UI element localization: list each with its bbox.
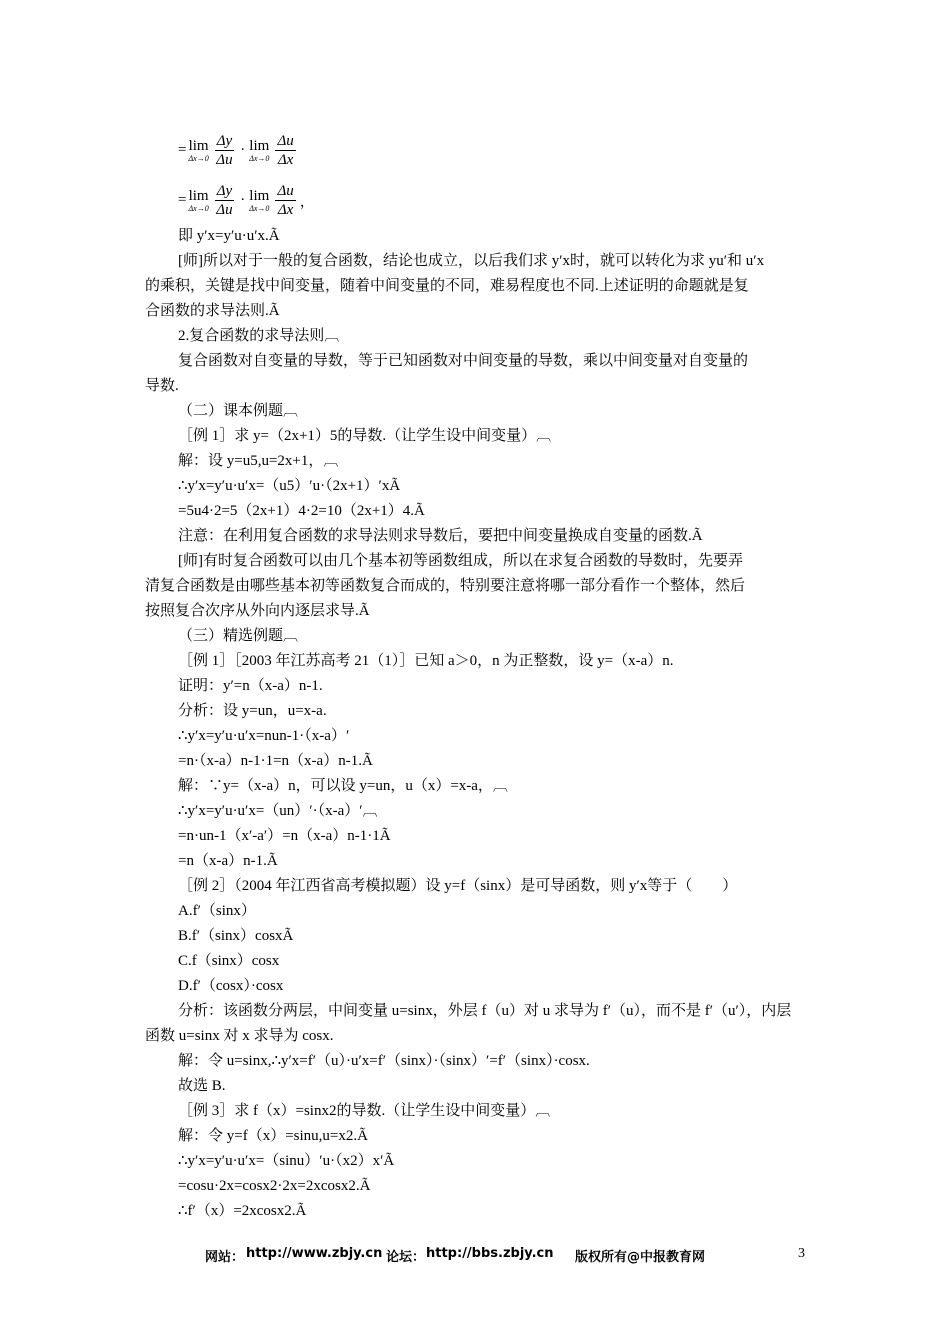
footer-forum-link[interactable]: http://bbs.zbjy.cn (426, 1246, 554, 1261)
limit-symbol: lim Δx→0 (188, 137, 209, 163)
footer-copyright: 版权所有@中报教育网 (575, 1250, 706, 1265)
math-line: =cosu·2x=cosx2·2x=2xcosx2.Ã (178, 1178, 371, 1194)
dot-operator: · (240, 191, 246, 208)
footer-site-link[interactable]: http://www.zbjy.cn (246, 1246, 383, 1261)
fraction: $\frac{\Delta y}{\Delta u}$ (216, 182, 233, 218)
math-line: =5u4·2=5（2x+1）4·2=10（2x+1）4.Ã (178, 503, 425, 519)
option-c: C.f（sinx）cosx (178, 953, 280, 969)
note-line: 注意：在利用复合函数的求导法则求导数后，要把中间变量换成自变量的函数.Ã (178, 528, 703, 544)
example-title: ［例 1］求 y=（2x+1）5的导数.（让学生设中间变量）︹ (178, 428, 552, 444)
dot-operator: · (240, 141, 246, 158)
math-line: ∴f′（x）=2xcosx2.Ã (178, 1203, 307, 1219)
limit-symbol: lim Δx→0 (249, 187, 270, 213)
option-d: D.f′（cosx）·cosx (178, 978, 284, 994)
text-line: [师]有时复合函数可以由几个基本初等函数组成，所以在求复合函数的导数时，先要弄 (178, 553, 743, 569)
analysis-line: 分析：设 y=un，u=x-a. (178, 703, 327, 719)
math-line: ∴y′x=y′u·u′x=nun-1·（x-a）′ (178, 728, 350, 744)
analysis-line: 分析：该函数分两层，中间变量 u=sinx，外层 f（u）对 u 求导为 f′（u），而不是 f′（u′），内层 (178, 1003, 792, 1019)
proof-line: 证明：y′=n（x-a）n-1. (178, 678, 323, 694)
text-line: [师]所以对于一般的复合函数，结论也成立，以后我们求 y′x时，就可以转化为求 yu′和 u′x (178, 253, 765, 269)
solution-line: 解：∵y=（x-a）n，可以设 y=un，u（x）=x-a，︹ (178, 778, 508, 794)
limit-symbol: lim Δx→0 (249, 137, 270, 163)
footer-site-label: 网站： (205, 1250, 245, 1265)
section-heading: （三）精选例题︹ (178, 628, 299, 644)
text-line: 合函数的求导法则.Ã (145, 303, 280, 319)
limit-formula-2: = lim Δx→0 $\frac{\Delta y}{\Delta u}$ · lim Δx→0 $\frac{\Delta u}{\Delta x}$ ， (178, 182, 315, 218)
text-line: 即 y′x=y′u·u′x.Ã (178, 228, 280, 244)
math-line: ∴y′x=y′u·u′x=（un）′·（x-a）′︹ (178, 803, 378, 819)
math-line: ∴y′x=y′u·u′x=（u5）′u·（2x+1）′xÃ (178, 478, 401, 494)
math-line: ∴y′x=y′u·u′x=（sinu）′u·（x2）x′Ã (178, 1153, 395, 1169)
option-a: A.f′（sinx） (178, 903, 256, 919)
math-line: =n·（x-a）n-1·1=n（x-a）n-1.Ã (178, 753, 373, 769)
fraction: $\frac{\Delta y}{\Delta u}$ (216, 132, 233, 168)
example-title: ［例 1］［2003 年江苏高考 21（1）］已知 a＞0，n 为正整数，设 y=（x-a）n. (178, 653, 674, 669)
fraction: $\frac{\Delta u}{\Delta x}$ (277, 132, 294, 168)
text-line: 函数 u=sinx 对 x 求导为 cosx. (145, 1028, 334, 1044)
text-line: 清复合函数是由哪些基本初等函数复合而成的，特别要注意将哪一部分看作一个整体，然后 (145, 578, 746, 594)
math-line: =n（x-a）n-1.Ã (178, 853, 278, 869)
solution-line: 解：令 u=sinx,∴y′x=f′（u）·u′x=f′（sinx）·（sinx）′=f′（sinx）·cosx. (178, 1053, 590, 1069)
solution-line: 解：设 y=u5,u=2x+1，︹ (178, 453, 339, 469)
section-heading: （二）课本例题︹ (178, 403, 299, 419)
limit-formula-1 (178, 128, 300, 172)
formula-equals: = (178, 141, 187, 158)
page-number: 3 (798, 1246, 805, 1261)
page-footer (0, 1246, 950, 1266)
text-line: 导数. (145, 378, 179, 394)
option-b: B.f′（sinx）cosxÃ (178, 928, 294, 944)
text-line: 按照复合次序从外向内逐层求导.Ã (145, 603, 370, 619)
footer-forum-label: 论坛： (386, 1250, 426, 1265)
formula-equals: = (178, 191, 187, 208)
solution-line: 解：令 y=f（x）=sinu,u=x2.Ã (178, 1128, 368, 1144)
text-line: 复合函数对自变量的导数，等于已知函数对中间变量的导数，乘以中间变量对自变量的 (178, 353, 749, 369)
answer-line: 故选 B. (178, 1078, 226, 1094)
example-title: ［例 3］求 f（x）=sinx2的导数.（让学生设中间变量）︹ (178, 1103, 551, 1119)
text-line: 的乘积，关键是找中间变量，随着中间变量的不同，难易程度也不同.上述证明的命题就是复 (145, 278, 749, 294)
math-line: =n·un-1（x′-a′）=n（x-a）n-1·1Ã (178, 828, 391, 844)
fraction: $\frac{\Delta u}{\Delta x}$ (277, 182, 294, 218)
example-title: ［例 2］（2004 年江西省高考模拟题）设 y=f（sinx）是可导函数，则 y′x等于（ ） (178, 878, 738, 894)
section-heading: 2.复合函数的求导法则︹ (178, 328, 340, 344)
limit-symbol: lim Δx→0 (188, 187, 209, 213)
